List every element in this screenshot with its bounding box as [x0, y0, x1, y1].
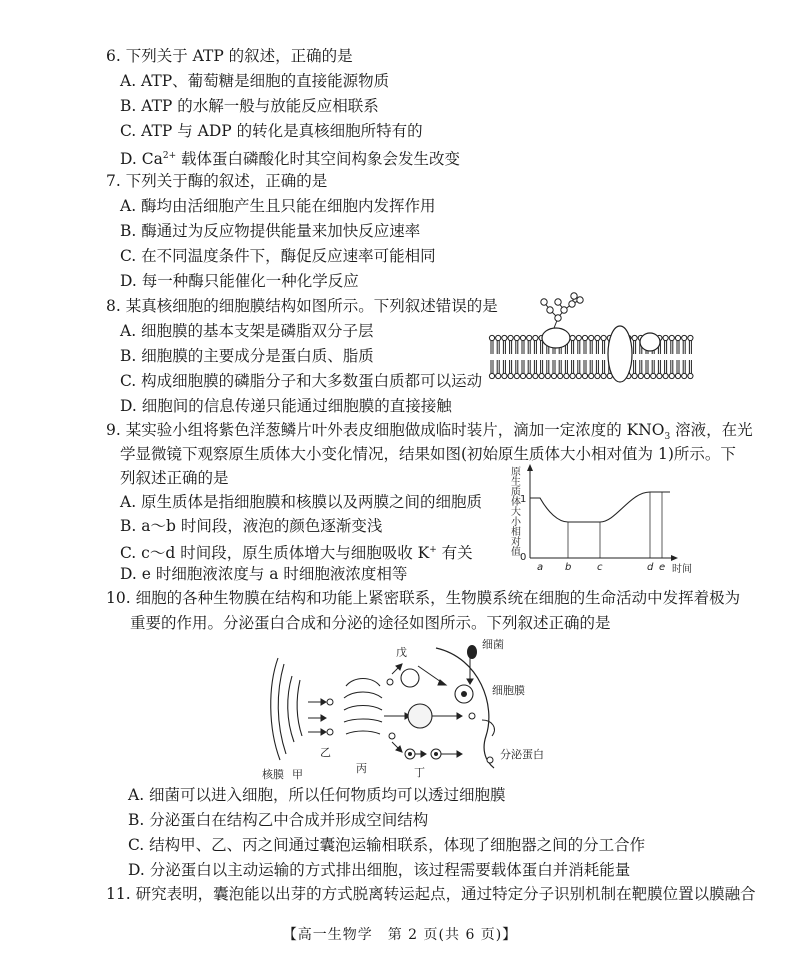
q6-option-b: B. ATP 的水解一般与放能反应相联系 [120, 97, 379, 115]
secretory-pathway-figure [260, 636, 550, 784]
q8-option-c: C. 构成细胞膜的磷脂分子和大多数蛋白质都可以运动 [120, 372, 483, 390]
q6-stem: 6. 下列关于 ATP 的叙述，正确的是 [106, 47, 353, 65]
q9-option-d: D. e 时细胞液浓度与 a 时细胞液浓度相等 [120, 565, 408, 583]
tick-label-e: e [659, 562, 666, 573]
lysosome [401, 669, 419, 687]
q9-option-a: A. 原生质体是指细胞膜和核膜以及两膜之间的细胞质 [120, 493, 483, 511]
transport-arrows [308, 658, 473, 757]
y-one-label: 1 [520, 494, 527, 505]
q9-option-c: C. c～d 时间段，原生质体增大与细胞吸收 K+ 有关 [120, 544, 473, 563]
q8-stem: 8. 某真核细胞的细胞膜结构如图所示。下列叙述错误的是 [106, 297, 498, 315]
tick-label-c: c [597, 562, 603, 573]
q8-option-b: B. 细胞膜的主要成分是蛋白质、脂质 [120, 347, 374, 365]
chart-xlabel: 时间 [672, 564, 692, 575]
q7-option-c: C. 在不同温度条件下，酶促反应速率可能相同 [120, 247, 436, 265]
phospholipid-bilayer [489, 335, 693, 378]
q10-option-a: A. 细菌可以进入细胞，所以任何物质均可以透过细胞膜 [128, 786, 506, 804]
q9-stem-line2: 学显微镜下观察原生质体大小变化情况，结果如图(初始原生质体大小相对值为 1)所示。下 [120, 445, 736, 463]
tick-label-d: d [647, 562, 654, 573]
label-cell-membrane: 细胞膜 [492, 684, 525, 697]
q10-option-b: B. 分泌蛋白在结构乙中合成并形成空间结构 [128, 811, 429, 829]
q7-option-a: A. 酶均由活细胞产生且只能在细胞内发挥作用 [120, 197, 436, 215]
protoplast-curve [530, 492, 670, 522]
label-nuclear-envelope: 核膜 [262, 768, 284, 781]
q8-option-a: A. 细胞膜的基本支架是磷脂双分子层 [120, 322, 374, 340]
q6-option-c: C. ATP 与 ADP 的转化是真核细胞所特有的 [120, 122, 423, 140]
q10-stem-line2: 重要的作用。分泌蛋白合成和分泌的途径如图所示。下列叙述正确的是 [130, 614, 611, 632]
surface-protein-small [640, 333, 660, 351]
tick-label-b: b [565, 562, 572, 573]
label-bacteria: 细菌 [482, 638, 504, 651]
protoplast-size-chart [506, 462, 696, 576]
q7-option-b: B. 酶通过为反应物提供能量来加快反应速率 [120, 222, 421, 240]
surface-protein [542, 328, 570, 348]
transmembrane-protein [608, 326, 632, 382]
label-jia: 甲 [292, 768, 303, 781]
bacterium [467, 645, 477, 659]
q11-stem: 11. 研究表明，囊泡能以出芽的方式脱离转运起点，通过特定分子识别机制在靶膜位置以膜融合 [106, 885, 756, 903]
sugar-chain [541, 293, 583, 328]
q7-stem: 7. 下列关于酶的叙述，正确的是 [106, 172, 328, 190]
q7-option-d: D. 每一种酶只能催化一种化学反应 [120, 272, 359, 290]
golgi-apparatus [344, 679, 382, 735]
label-wu: 戊 [396, 646, 407, 659]
label-ding: 丁 [414, 766, 425, 779]
cell-membrane [436, 648, 494, 768]
chart-ylabel: 原生质体大小相对值 [508, 466, 520, 556]
q6-option-d: D. $Ca^{2+}$ 载体蛋白磷酸化时其空间构象会发生改变 [120, 150, 461, 169]
q9-stem-line1: 9. 某实验小组将紫色洋葱鳞片叶外表皮细胞做成临时装片，滴加一定浓度的 $KNO_3$ 溶液，在光 [106, 421, 753, 443]
tick-label-a: a [537, 562, 544, 573]
q9-stem-line3: 列叙述正确的是 [120, 469, 229, 487]
endoplasmic-reticulum [271, 658, 302, 760]
label-secreted-protein: 分泌蛋白 [500, 748, 544, 761]
origin-label: 0 [520, 552, 527, 563]
label-bing: 丙 [356, 762, 367, 775]
q6-option-a: A. ATP、葡萄糖是细胞的直接能源物质 [120, 72, 390, 90]
q9-option-b: B. a～b 时间段，液泡的颜色逐渐变浅 [120, 517, 383, 535]
q8-option-d: D. 细胞间的信息传递只能通过细胞膜的直接接触 [120, 397, 452, 415]
cell-membrane-figure [488, 292, 700, 392]
vesicle [408, 704, 432, 728]
q10-option-c: C. 结构甲、乙、丙之间通过囊泡运输相联系，体现了细胞器之间的分工合作 [128, 836, 646, 854]
q10-stem-line1: 10. 细胞的各种生物膜在结构和功能上紧密联系，生物膜系统在细胞的生命活动中发挥着极为 [106, 589, 741, 607]
page-footer: 【高一生物学 第 2 页(共 6 页)】 [282, 927, 518, 943]
label-yi: 乙 [320, 746, 331, 759]
q10-option-d: D. 分泌蛋白以主动运输的方式排出细胞，该过程需要载体蛋白并消耗能量 [128, 861, 631, 879]
